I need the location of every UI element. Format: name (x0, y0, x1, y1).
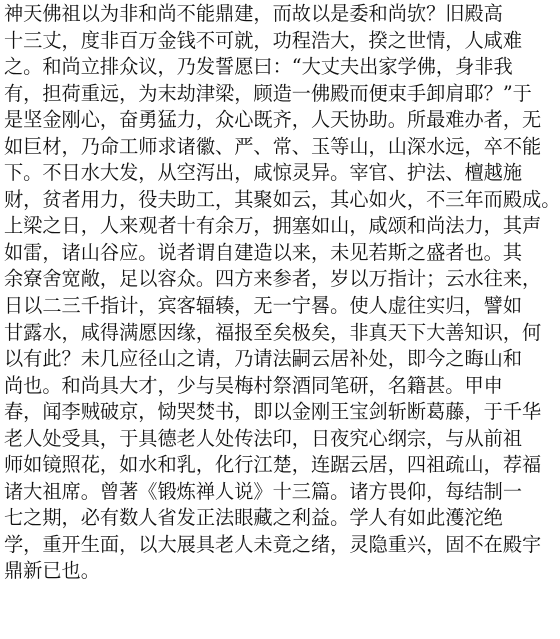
text-line: 七之期，必有数人省发正法眼藏之利益。学人有如此濩沱绝 (4, 506, 503, 530)
text-line: 有，担荷重远，为末劫津梁，顾造一佛殿而便束手卸肩耶？”于 (4, 81, 532, 105)
text-line: 如巨材，乃命工师求诸徽、严、常、玉等山，山深水远，卒不能 (4, 134, 542, 158)
text-line: 甘露水，咸得满愿因缘，福报至矣极矣，非真天下大善知识，何 (4, 320, 542, 344)
text-line: 鼎新已也。 (4, 559, 100, 583)
text-line: 下。不日水大发，从空泻出，咸惊灵异。宰官、护法、檀越施 (4, 161, 523, 185)
text-line: 财，贫者用力，役夫助工，其聚如云，其心如火，不三年而殿成。 (4, 187, 560, 211)
text-line: 如雷，诸山谷应。说者谓自建造以来，未见若斯之盛者也。其 (4, 240, 523, 264)
text-line: 老人处受具，于具德老人处传法印，日夜究心纲宗，与从前祖 (4, 426, 523, 450)
text-line: 以有此？未几应径山之请，乃请法嗣云居补处，即今之晦山和 (4, 347, 523, 371)
text-line: 诸大祖席。曾著《锻炼禅人说》十三篇。诸方畏仰，每结制一 (4, 479, 523, 503)
text-line: 上梁之日，人来观者十有余万，拥塞如山，咸颂和尚法力，其声 (4, 214, 542, 238)
text-line: 之。和尚立排众议，乃发誓愿曰：“大丈夫出家学佛，身非我 (4, 55, 513, 79)
text-line: 是坚金刚心，奋勇猛力，众心既齐，人天协助。所最难办者，无 (4, 108, 542, 132)
text-line: 尚也。和尚具大才，少与吴梅村祭酒同笔研，名籍甚。甲申 (4, 373, 503, 397)
text-line: 春，闻李贼破京，恸哭焚书，即以金刚王宝剑斩断葛藤，于千华 (4, 400, 542, 424)
text-line: 学，重开生面，以大展具老人未竟之绪，灵隐重兴，固不在殿宇 (4, 532, 542, 556)
text-line: 师如镜照花，如水和乳，化行江楚，连踞云居，四祖疏山，荐福 (4, 453, 542, 477)
text-line: 十三丈，度非百万金钱不可就，功程浩大，揆之世情，人咸难 (4, 28, 523, 52)
text-line: 余寮舍宽敞，足以容众。四方来参者，岁以万指计；云水往来， (4, 267, 542, 291)
text-line: 神天佛祖以为非和尚不能鼎建，而故以是委和尚欤？旧殿高 (4, 2, 503, 25)
text-line: 日以二三千指计，宾客辐辏，无一宁晷。使人虚往实归，譬如 (4, 294, 523, 318)
